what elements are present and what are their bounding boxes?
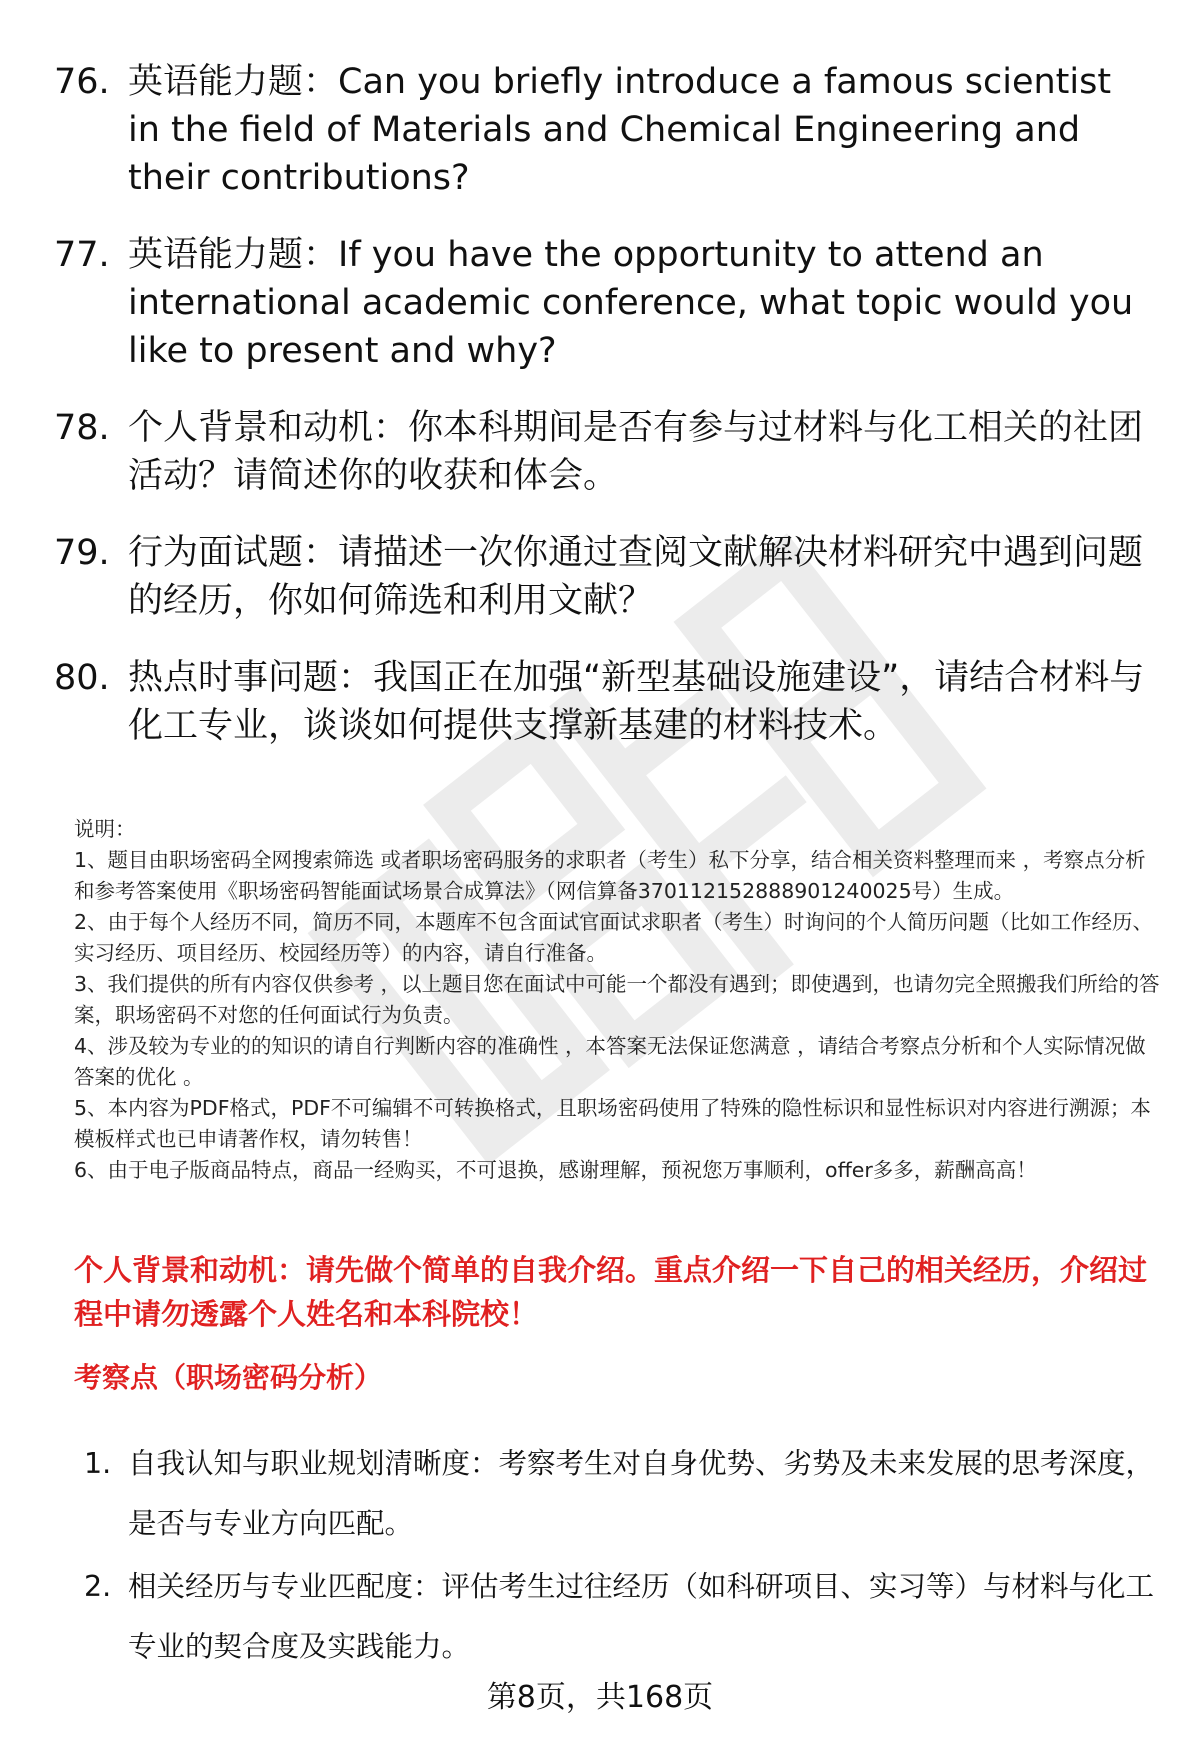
note-item: 6、由于电子版商品特点，商品一经购买，不可退换，感谢理解，预祝您万事顺利，offer多多，薪酬高高！ (74, 1158, 1037, 1182)
question-text: 个人背景和动机：你本科期间是否有参与过材料与化工相关的社团活动？请简述你的收获和体会。 (128, 408, 1144, 496)
note-item: 2、由于每个人经历不同，简历不同，本题库不包含面试官面试求职者（考生）时询问的个人简历问题（比如工作经历、实习经历、项目经历、校园经历等）的内容，请自行准备。 (74, 910, 1154, 965)
question-item (54, 231, 1154, 375)
analysis-number: 2. (84, 1570, 112, 1603)
analysis-heading: 考察点（职场密码分析） (74, 1361, 383, 1394)
question-number: 77. (54, 235, 110, 275)
analysis-item (84, 1557, 1154, 1677)
question-text: 英语能力题：If you have the opportunity to attend an international academic conference, what topic would you like to present and why? (128, 235, 1134, 371)
analysis-item (84, 1434, 1154, 1554)
question-item (54, 404, 1154, 500)
question-item (54, 58, 1154, 202)
question-item (54, 529, 1154, 625)
notes-section (74, 814, 1164, 1186)
question-text: 热点时事问题：我国正在加强“新型基础设施建设”，请结合材料与化工专业，谈谈如何提供支撑新基建的材料技术。 (128, 658, 1145, 746)
note-item: 1、题目由职场密码全网搜索筛选 或者职场密码服务的求职者（考生）私下分享，结合相关资料整理而来 ，考察点分析和参考答案使用《职场密码智能面试场景合成算法》（网信算备370112152888901240025号）生成。 (74, 848, 1146, 903)
note-item: 3、我们提供的所有内容仅供参考 ，以上题目您在面试中可能一个都没有遇到；即使遇到，也请勿完全照搬我们所给的答案，职场密码不对您的任何面试行为负责。 (74, 972, 1160, 1027)
analysis-text: 相关经历与专业匹配度：评估考生过往经历（如科研项目、实习等）与材料与化工专业的契合度及实践能力。 (128, 1570, 1155, 1663)
question-list (54, 58, 1154, 750)
question-text: 英语能力题：Can you briefly introduce a famous scientist in the field of Materials and Chemical Engineering and their contributions? (128, 62, 1112, 198)
page-footer: 第8页，共168页 (486, 1680, 714, 1715)
analysis-number: 1. (84, 1447, 112, 1480)
highlight-question: 个人背景和动机：请先做个简单的自我介绍。重点介绍一下自己的相关经历，介绍过程中请勿透露个人姓名和本科院校！ (74, 1253, 1148, 1331)
analysis-list (84, 1434, 1154, 1680)
notes-title: 说明： (74, 817, 136, 841)
note-item: 4、涉及较为专业的的知识的请自行判断内容的准确性 ，本答案无法保证您满意 ，请结合考察点分析和个人实际情况做答案的优化 。 (74, 1034, 1146, 1089)
analysis-text: 自我认知与职业规划清晰度：考察考生对自身优势、劣势及未来发展的思考深度，是否与专业方向匹配。 (128, 1447, 1155, 1540)
question-text: 行为面试题：请描述一次你通过查阅文献解决材料研究中遇到问题的经历，你如何筛选和利用文献？ (128, 533, 1144, 621)
note-item: 5、本内容为PDF格式，PDF不可编辑不可转换格式，且职场密码使用了特殊的隐性标识和显性标识对内容进行溯源；本模板样式也已申请著作权，请勿转售！ (74, 1096, 1151, 1151)
question-number: 78. (54, 408, 110, 448)
question-number: 79. (54, 533, 110, 573)
question-item (54, 654, 1154, 750)
question-number: 80. (54, 658, 110, 698)
question-number: 76. (54, 62, 110, 102)
